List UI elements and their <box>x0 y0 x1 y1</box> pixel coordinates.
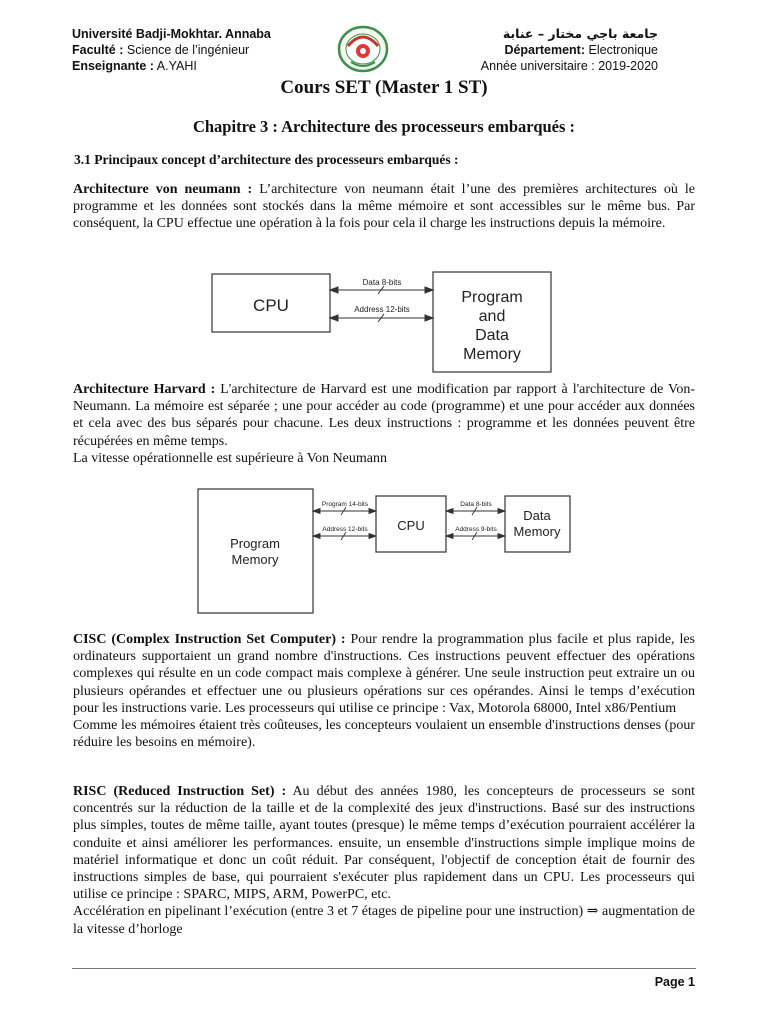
risc-term: RISC (Reduced Instruction Set) : <box>73 784 287 799</box>
university-name: Université Badji-Mokhtar. Annaba <box>72 27 271 41</box>
cisc-term: CISC (Complex Instruction Set Computer) : <box>73 632 346 647</box>
data-bus-label: Data 8-bits <box>362 278 402 287</box>
von-neumann-paragraph <box>73 181 695 233</box>
von-neumann-term: Architecture von neumann : <box>73 182 253 197</box>
program-address-bus-arrow <box>313 532 376 540</box>
data-bus-label: Data 8-bits <box>460 501 492 508</box>
cisc-text-2: Comme les mémoires étaient très coûteuses, les concepteurs voulaient un ensemble d'instructions denses (pour réduire les besoins en mémoire). <box>73 718 695 751</box>
program-memory-line2: Memory <box>231 552 279 567</box>
arabic-university-name: جامعة باجي مختار – عنابة <box>502 26 658 41</box>
footer-rule <box>72 968 696 969</box>
data-address-bus-arrow <box>446 532 505 540</box>
academic-year: Année universitaire : 2019-2020 <box>480 59 658 73</box>
cisc-paragraph <box>73 631 695 751</box>
teacher-label: Enseignante : <box>72 59 154 73</box>
faculty-value: Science de l’ingénieur <box>126 43 250 57</box>
department-label: Département: <box>504 43 586 57</box>
von-neumann-text: L’architecture von neumann était l’une des premières architectures où le programme et les données sont stockés dans la même mémoire et sont accessibles sur le même bus. Par conséquent, la CPU effectue une opération à la fois pour cela il charge les instructions depuis la mémoire. <box>73 182 695 232</box>
chapter-title: Chapitre 3 : Architecture des processeurs embarqués : <box>192 117 576 136</box>
harvard-diagram <box>195 486 573 616</box>
program-bus-label: Program 14-bits <box>321 501 369 508</box>
program-bus-arrow <box>313 507 376 515</box>
risc-paragraph <box>73 783 695 938</box>
header-left <box>72 26 271 74</box>
faculty-label: Faculté : <box>72 43 124 57</box>
program-memory-box <box>198 489 313 613</box>
section-title: 3.1 Principaux concept d’architecture des processeurs embarqués : <box>74 152 459 167</box>
course-title: Cours SET (Master 1 ST) <box>280 77 488 98</box>
university-seal-icon <box>323 24 403 74</box>
harvard-text: L'architecture de Harvard est une modification par rapport à l'architecture de Von-Neumann. La mémoire est séparée ; une pour accéder au code (programme) et une pour accéder aux données et cela avec des bus séparés pour chacune. Les deux instructions : programme et les données peuvent être récupérées en même temps. <box>73 382 695 449</box>
memory-label-line1: Program <box>461 289 523 306</box>
memory-label-line2: and <box>478 308 506 325</box>
memory-label-line3: Data <box>475 327 509 344</box>
data-memory-line2: Memory <box>513 524 561 539</box>
harvard-speed-note: La vitesse opérationnelle est supérieure à Von Neumann <box>73 450 387 466</box>
data-bus-arrow <box>446 507 505 515</box>
memory-label-line4: Memory <box>463 346 521 363</box>
data-bus-arrow <box>330 286 433 294</box>
harvard-term: Architecture Harvard : <box>73 382 216 397</box>
data-address-bus-label: Address 9-bits <box>455 526 497 533</box>
program-address-bus-label: Address 12-bits <box>322 526 368 533</box>
cisc-text: Pour rendre la programmation plus facile et plus rapide, les ordinateurs supportaient un grand nombre d'instructions. Ces instructions peuvent effectuer des opérations complexes qui résulte en un code compact mais complexe à générer. Une seule instruction peut extraire un ou plusieurs opérandes et effectuer une ou plusieurs opérations sur ces opérandes. Ainsi le temps d’exécution pour les instructions varie. Les processeurs qui utilise ce principe : Vax, Motorola 68000, Intel x86/Pentium <box>73 632 696 716</box>
data-memory-line1: Data <box>523 508 551 523</box>
program-memory-line1: Program <box>230 536 280 551</box>
department-value: Electronique <box>588 43 658 57</box>
address-bus-arrow <box>330 314 433 322</box>
cpu-label: CPU <box>397 518 425 533</box>
risc-text-2: Accélération en pipelinant l’exécution (entre 3 et 7 étages de pipeline pour une instruction) ⇒ augmentation de la vitesse d’horloge <box>73 904 695 937</box>
teacher-value: A.YAHI <box>156 59 197 73</box>
cpu-label: CPU <box>253 296 289 315</box>
risc-text: Au début des années 1980, les concepteurs de processeurs se sont concentrés sur la réduction de la taille et de la complexité des jeux d'instructions. Basé sur des instructions plus simples, toutes de même taille, ayant toutes (presque) le même temps d’exécution pourraient accélérer la conduite et ainsi améliorer les performances. ensuite, un ensemble d'instructions simple implique moins de matériel informatique et donc un coût réduit. Par conséquent, l'objectif de conception était de fournir des instructions simples de base, qui pourraient s'exécuter plus rapidement dans un CPU. Les processeurs qui utilise ce principe : SPARC, MIPS, ARM, PowerPC, etc. <box>73 784 695 903</box>
address-bus-label: Address 12-bits <box>354 305 410 314</box>
von-neumann-diagram <box>208 268 556 376</box>
page-number: Page 1 <box>654 975 695 989</box>
header-right <box>481 26 658 74</box>
harvard-paragraph <box>73 381 695 467</box>
